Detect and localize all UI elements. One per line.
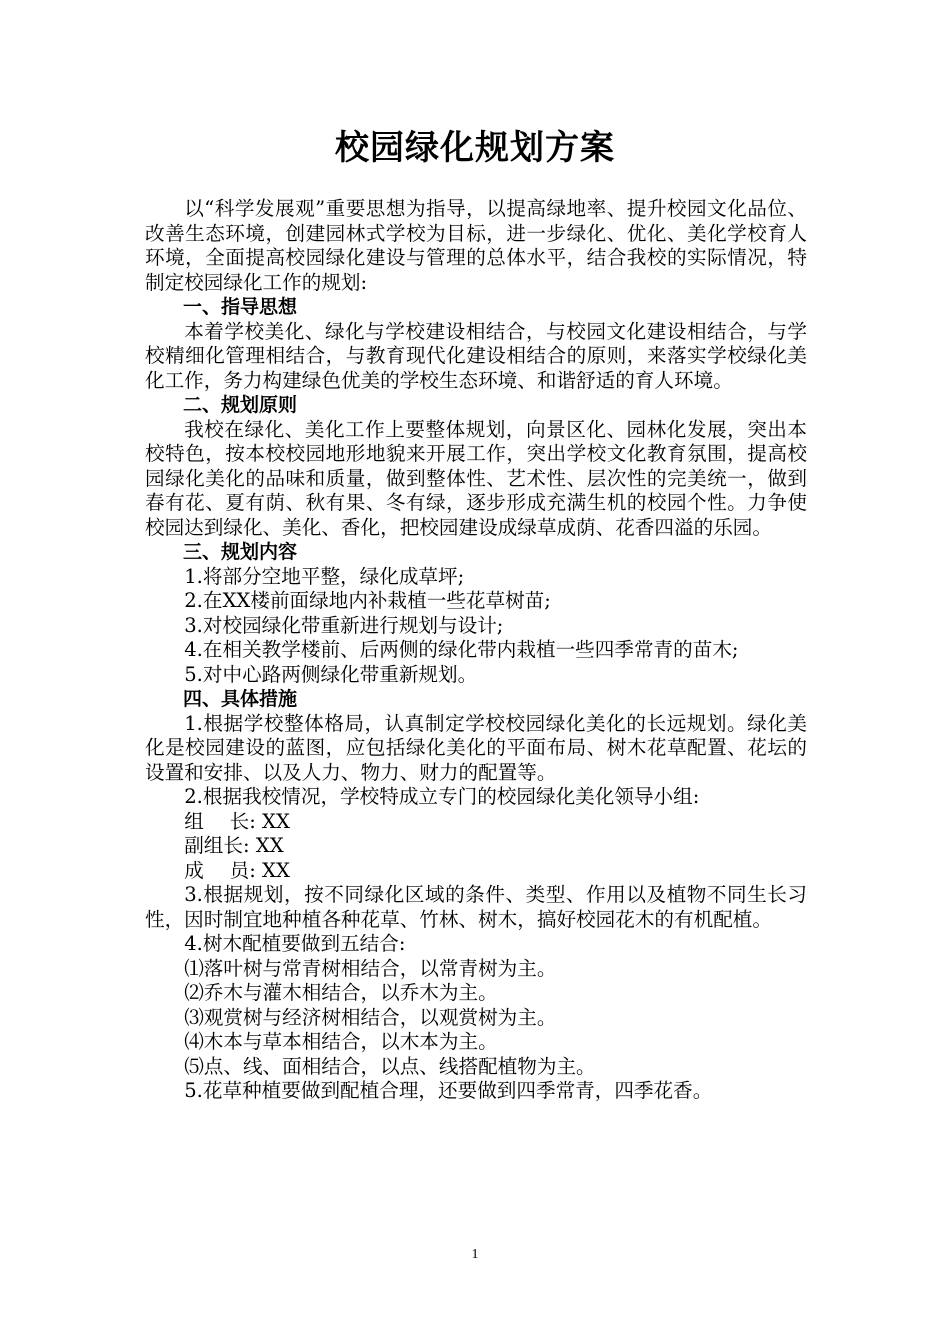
list-item: ⑵乔木与灌木相结合，以乔木为主。 xyxy=(184,981,498,1004)
list-item: ⑴落叶树与常青树相结合，以常青树为主。 xyxy=(184,956,557,980)
measure-paragraph-2: 2.根据我校情况，学校特成立专门的校园绿化美化领导小组: xyxy=(184,785,700,808)
deputy-leader-line: 副组长: XX xyxy=(184,834,284,857)
list-item: ⑷木本与草本相结合，以木本为主。 xyxy=(184,1030,498,1053)
document-title: 校园绿化规划方案 xyxy=(335,128,615,168)
guiding-ideology-paragraph: 本着学校美化、绿化与学校建设相结合，与校园文化建设相结合，与学校精细化管理相结合，与教育现代化建设相结合的原则，来落实学校绿化美化工作，务力构建绿色优美的学校生态环境、和谐舒适的育人环境。 xyxy=(145,319,807,392)
measure-paragraph-1: 1.根据学校整体格局，认真制定学校校园绿化美化的长远规划。绿化美化是校园建设的蓝图，应包括绿化美化的平面布局、树木花草配置、花坛的设置和安排、以及人力、物力、财力的配置等。 xyxy=(145,711,807,784)
planning-principles-paragraph: 我校在绿化、美化工作上要整体规划，向景区化、园林化发展，突出本校特色，按本校校园地形地貌来开展工作，突出学校文化教育氛围，提高校园绿化美化的品味和质量，做到整体性、艺术性、层次性的完美统一，做到春有花、夏有荫、秋有果、冬有绿，逐步形成充满生机的校园个性。力争使校园达到绿化、美化、香化，把校园建设成绿草成荫、花香四溢的乐园。 xyxy=(145,417,807,539)
measure-paragraph-3: 3.根据规划，按不同绿化区域的条件、类型、作用以及植物不同生长习性，因时制宜地种植各种花草、竹林、树木，搞好校园花木的有机配植。 xyxy=(145,883,807,931)
measure-paragraph-5: 5.花草种植要做到配植合理，还要做到四季常青，四季花香。 xyxy=(184,1079,713,1102)
intro-paragraph: 以“科学发展观”重要思想为指导，以提高绿地率、提升校园文化品位、改善生态环境，创建园林式学校为目标，进一步绿化、优化、美化学校育人环境，全面提高校园绿化建设与管理的总体水平，结合我校的实际情况，特制定校园绿化工作的规划: xyxy=(145,197,807,294)
leader-line: 组 长: XX xyxy=(184,809,290,833)
section-heading-planning-content: 三、规划内容 xyxy=(183,541,298,563)
list-item: 3.对校园绿化带重新进行规划与设计; xyxy=(184,613,504,637)
measure-paragraph-4: 4.树木配植要做到五结合: xyxy=(184,932,406,955)
page-number: 1 xyxy=(471,1247,479,1262)
list-item: 5.对中心路两侧绿化带重新规划。 xyxy=(184,662,478,686)
list-item: ⑶观赏树与经济树相结合，以观赏树为主。 xyxy=(184,1005,557,1029)
member-line: 成 员: XX xyxy=(184,858,290,882)
document-body xyxy=(145,197,807,1104)
section-heading-specific-measures: 四、具体措施 xyxy=(183,688,298,710)
section-heading-guiding-ideology: 一、指导思想 xyxy=(183,296,298,318)
list-item: 4.在相关教学楼前、后两侧的绿化带内栽植一些四季常青的苗木; xyxy=(184,638,739,661)
list-item: 1.将部分空地平整，绿化成草坪; xyxy=(184,564,465,588)
list-item: 2.在XX楼前面绿地内补栽植一些花草树苗; xyxy=(184,589,551,612)
section-heading-planning-principles: 二、规划原则 xyxy=(183,394,298,416)
list-item: ⑸点、线、面相结合，以点、线搭配植物为主。 xyxy=(184,1054,596,1078)
